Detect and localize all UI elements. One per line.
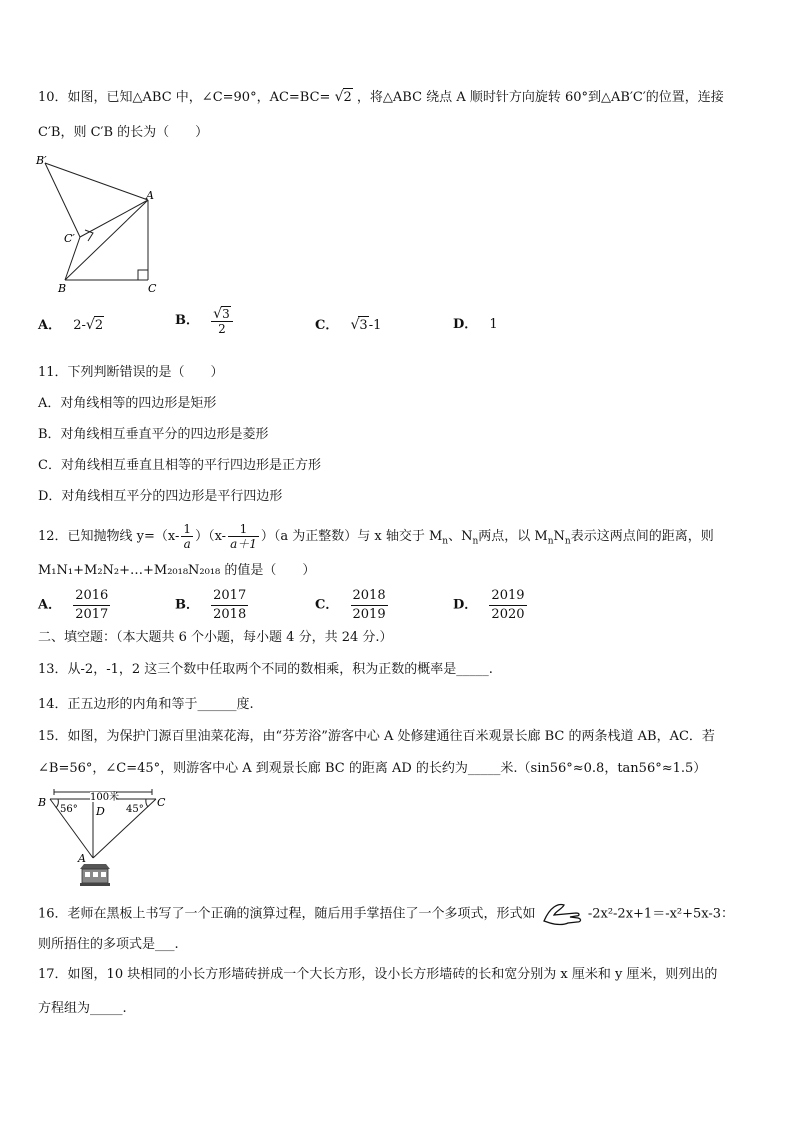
angle-b-label: 56° — [60, 804, 78, 815]
label-b: B — [58, 282, 67, 295]
label-a: A — [78, 852, 86, 865]
label-c: C — [157, 796, 166, 809]
q12-stem-line2: M₁N₁+M₂N₂+…+M₂₀₁₈N₂₀₁₈ 的值是（ ） — [38, 563, 316, 578]
visitor-center-icon — [80, 864, 110, 886]
label-a: A — [146, 189, 154, 202]
q11-stem: 11．下列判断错误的是（ ） — [38, 365, 224, 380]
q11-option-a[interactable]: A．对角线相等的四边形是矩形 — [38, 396, 217, 411]
label-c: C — [148, 282, 157, 295]
angle-c-label: 45° — [126, 804, 144, 815]
q17-stem-line1: 17．如图，10 块相同的小长方形墙砖拼成一个大长方形，设小长方形墙砖的长和宽分别为 x 厘米和 y 厘米，则列出的 — [38, 967, 718, 982]
q10-stem-line2: C′B，则 C′B 的长为（ ） — [38, 125, 209, 140]
q11-option-b[interactable]: B．对角线相互垂直平分的四边形是菱形 — [38, 427, 269, 442]
q12-stem-line1: 12．已知抛物线 y=（x- $\frac{1}{a}$ ）（x- $\frac{1}{a+1}$ ）（a 为正整数）与 x 轴交于 $M_n$、$N_n$两点，以 $M_nN_n$表示这两点间的距离，则 — [38, 522, 714, 551]
q12-option-d[interactable]: D． $\frac{2019}{2020}$ — [453, 588, 525, 622]
label-b: B — [38, 796, 47, 809]
q11-option-c[interactable]: C．对角线相互垂直且相等的平行四边形是正方形 — [38, 458, 321, 473]
fraction-1-over-a: $\frac{1}{a}$ — [183, 522, 192, 551]
q10-option-b[interactable]: B． $\frac{√3}{2}$ — [175, 306, 235, 336]
sqrt-2: 2 — [343, 90, 352, 105]
q12-option-c[interactable]: C． $\frac{2018}{2019}$ — [315, 588, 386, 622]
q15-stem-line2: ∠B=56°，∠C=45°，则游客中心 A 到观景长廊 BC 的距离 AD 的长约为_____米.（sin56°≈0.8，tan56°≈1.5） — [38, 761, 707, 776]
q15-figure — [34, 784, 174, 892]
q10-figure — [30, 150, 170, 295]
q14: 14．正五边形的内角和等于______度. — [38, 697, 254, 712]
hand-icon — [540, 901, 584, 927]
label-c-prime: C′ — [64, 232, 75, 245]
q16-stem-line1: 16．老师在黑板上书写了一个正确的演算过程，随后用手掌捂住了一个多项式，形式如 -2x²-2x+1＝-x²+5x-3： — [38, 901, 764, 927]
fraction-1-over-a-plus-1: $\frac{1}{a+1}$ — [230, 522, 257, 551]
q12-option-b[interactable]: B． $\frac{2017}{2018}$ — [175, 588, 247, 622]
q13: 13．从-2，-1，2 这三个数中任取两个不同的数相乘，积为正数的概率是_____. — [38, 662, 493, 677]
q15-stem-line1: 15．如图，为保护门源百里油菜花海，由“芬芳浴”游客中心 A 处修建通往百米观景长廊 BC 的两条栈道 AB，AC．若 — [38, 729, 715, 744]
q17-stem-line2: 方程组为_____. — [38, 1001, 127, 1016]
q11-option-d[interactable]: D．对角线相互平分的四边形是平行四边形 — [38, 489, 283, 504]
q16-stem-line2: 则所捂住的多项式是___. — [38, 937, 179, 952]
length-label: 100米 — [90, 792, 120, 803]
q12-option-a[interactable]: A． $\frac{2016}{2017}$ — [38, 588, 109, 622]
label-b-prime: B′ — [36, 154, 47, 167]
fraction: $\frac{√3}{2}$ — [211, 306, 233, 336]
q10-option-c[interactable]: C． √3-1 — [315, 317, 382, 333]
section-heading: 二、填空题：（本大题共 6 个小题，每小题 4 分，共 24 分.） — [38, 630, 393, 645]
q10-stem-line1: 10．如图，已知△ABC 中，∠C=90°，AC=BC= √2 ，将△ABC 绕点 A 顺时针方向旋转 60°到△AB′C′的位置，连接 — [38, 89, 724, 105]
label-d: D — [96, 805, 105, 818]
q10-option-d[interactable]: D． 1 — [453, 317, 498, 332]
q10-option-a[interactable]: A． 2-√2 — [38, 317, 104, 333]
